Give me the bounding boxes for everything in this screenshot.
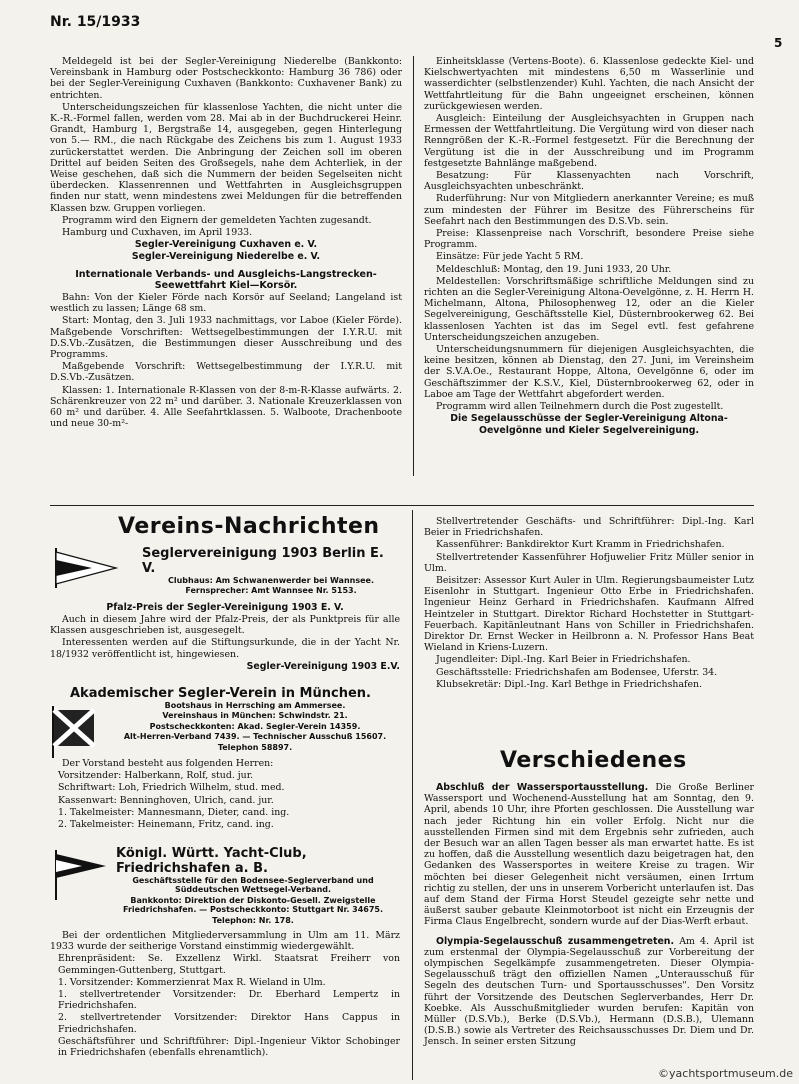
club3-pennant-icon <box>52 850 108 900</box>
watermark: ©yachtsportmuseum.de <box>658 1067 793 1080</box>
paragraph: Hamburg und Cuxhaven, im April 1933. <box>62 227 253 239</box>
club2-info-4: Alt-Herren-Verband 7439. — Technischer Ausschuß 15607. <box>123 732 387 742</box>
right-column-top <box>424 56 754 437</box>
paragraph: Klassen: 1. Internationale R-Klassen von der 8-m-R-Klasse aufwärts. 2. Schärenkreuzer von 22 m² und darüber. 3. Nationale Kreuzerklassen von 60 m² und darüber. 4. Alle Seefahrtklassen. 5. Walboote, Drachenboote und neue 30-m²- <box>50 384 402 430</box>
paragraph: Programm wird den Eignern der gemeldeten Yachten zugesandt. <box>62 214 372 226</box>
signature-line: Segler-Vereinigung Niederelbe e. V. <box>131 251 321 263</box>
paragraph: Einsätze: Für jede Yacht 5 RM. <box>436 251 584 263</box>
club2-intro: Der Vorstand besteht aus folgenden Herren: <box>62 758 274 770</box>
officer-entry: Beisitzer: Assessor Kurt Auler in Ulm. Regierungsbaumeister Lutz Eisenlohr in Stuttgart. Ingenieur Otto Erbe in Friedrichshafen. Ingenieur Heinz Gerhard in Friedrichshafen. Kaufmann Alfred Heintzeler in Stuttgart. Direktor Richard Hochstetter in Stuttgart-Feuerbach. Kapitänleutnant Hans von Schiller in Friedrichshafen. Direktor Dr. Ernst Wecker in Heilbronn a. N. Professor Hans Beat Wieland in Kriens-Luzern. <box>424 575 754 654</box>
club3-item: 2. stellvertretender Vorsitzender: Direktor Hans Cappus in Friedrichshafen. <box>58 1012 400 1035</box>
verschiedenes-section <box>424 782 754 1049</box>
paragraph: Meldeschluß: Montag, den 19. Juni 1933, 20 Uhr. <box>436 263 672 275</box>
article1-body: Die Große Berliner Wassersport und Wochenend-Ausstellung hat am Sonntag, den 9. April, abends 10 Uhr, ihre Pforten geschlossen. Die Ausstellung war nach jeder Richtung hin ein voller Erfolg. Nicht nur die ausstellenden Firmen sind mit dem Ergebnis sehr zufrieden, auch der Besuch war an allen Tagen besser als man erwartet hatte. Es ist zu hoffen, daß die Ausstellung wesentlich dazu beigetragen hat, den Gedanken des Wassersportes in weitere Kreise zu tragen. Wir möchten bei dieser Gelegenheit nicht versäumen, einen Irrtum richtig zu stellen, der uns in unserem Vorbericht unterlaufen ist. Das auf dem Stand der Firma Horst Steudel gezeigte sehr nette und äußerst sauber gebaute Kleinmotorboot ist nicht ein Erzeugnis der Firma Claus Engelbrecht, sondern wurde auf der Dias-Werft erbaut. <box>424 782 755 928</box>
club2-flag-icon <box>50 706 98 758</box>
paragraph: Besatzung: Für Klassenyachten nach Vorschrift, Ausgleichsyachten unbeschränkt. <box>424 170 754 193</box>
paragraph: Unterscheidungszeichen für klassenlose Yachten, die nicht unter die K.-R.-Formel fallen, werden vom 28. Mai ab in der Buchdruckerei Heinr. Grandt, Hamburg 1, Bergstraße 14, ausgegeben, gegen Hinterlegung von 5.— RM., die nach Rückgabe des Zeichens bis zum 1. August 1933 zurückerstattet werden. Die Anbringung der Zeichen soll im oberen Drittel auf beiden Seiten des Großsegels, nahe dem Achterliek, in der Weise geschehen, daß sich die Nummern der beiden Segelseiten nicht überdecken. Klassenrennen und Wettfahrten in Ausgleichsgruppen finden nur statt, wenn mindestens zwei Meldungen für die betreffenden Klassen bzw. Gruppen vorliegen. <box>50 101 402 214</box>
vereins-nachrichten-title: Vereins-Nachrichten <box>118 514 380 539</box>
club2-info-1: Bootshaus in Herrsching am Ammersee. <box>164 701 346 710</box>
club3-item: 1. stellvertretender Vorsitzender: Dr. Eberhard Lempertz in Friedrichshafen. <box>58 989 400 1012</box>
section-rule <box>50 505 754 506</box>
club3-item: 1. Vorsitzender: Kommerzienrat Max R. Wieland in Ulm. <box>58 976 326 988</box>
club3-item: Ehrenpräsident: Se. Exzellenz Wirkl. Staatsrat Freiherr von Gemmingen-Guttenberg, Stuttgart. <box>58 953 400 976</box>
club2-section <box>50 686 400 831</box>
article2-body: Am 4. April ist zum erstenmal der Olympia-Segelausschuß zur Vorbereitung der olympischen Segelkämpfe zusammengetreten. Dieser Olympia-Segelausschuß trägt den offiziellen Namen „Unterausschuß für Segeln des deutschen Turn- und Sportausschusses". Den Vorsitz führt der Vorsitzende des Deutschen Seglerverbandes, Herr Dr. Koebke. Als Ausschußmitglieder wurden berufen: Kapitän von Müller (D.S.Vb.), Berke (D.S.Vb.), Hermann (D.S.B.), Ulemann (D.S.B.) sowie als Vertreter des Reichsausschusses Dr. Diem und Dr. Jensch. In seiner ersten Sitzung <box>424 935 755 1048</box>
club1-phone: Fernsprecher: Amt Wannsee Nr. 5153. <box>185 586 357 596</box>
paragraph: Bahn: Von der Kieler Förde nach Korsör auf Seeland; Langeland ist westlich zu lassen; Länge 68 sm. <box>50 292 402 315</box>
right-column-middle <box>424 516 754 691</box>
signature-line: Die Segelausschüsse der Segler-Vereinigung Altona-Oevelgönne und Kieler Segelvereinigung. <box>450 413 728 436</box>
club1-burgee-icon <box>50 548 118 588</box>
club3-info-2: Bankkonto: Direktion der Diskonto-Gesell. Zweigstelle Friedrichshafen. — Postscheckkonto: Stuttgart Nr. 34675. <box>122 895 384 915</box>
officer-entry: Stellvertretender Geschäfts- und Schriftführer: Dipl.-Ing. Karl Beier in Friedrichshafen. <box>424 516 754 539</box>
club1-name: Seglervereinigung 1903 Berlin E. V. <box>142 546 384 576</box>
page-number: 5 <box>774 36 783 50</box>
club1-signature: Segler-Vereinigung 1903 E.V. <box>246 660 400 672</box>
officer-entry: Stellvertretender Kassenführer Hofjuwelier Fritz Müller senior in Ulm. <box>424 551 754 574</box>
club1-section <box>50 546 400 673</box>
paragraph: Start: Montag, den 3. Juli 1933 nachmittags, vor Laboe (Kieler Förde). Maßgebende Vorschriften: Wettsegelbestimmungen der I.Y.R.U. mit D.S.Vb.-Zusätzen, die Bestimmungen dieser Ausschreibung und des Programms. <box>50 315 402 361</box>
club1-clubhaus: Clubhaus: Am Schwanenwerder bei Wannsee. <box>168 576 374 585</box>
club2-info-3: Postscheckkonten: Akad. Segler-Verein 14359. <box>149 721 361 731</box>
paragraph: Programm wird allen Teilnehmern durch die Post zugestellt. <box>436 401 724 413</box>
club3-info-1: Geschäftsstelle für den Bodensee-Seglerverband und Süddeutschen Wettsegel-Verband. <box>132 876 374 895</box>
column-divider-bottom <box>412 510 413 1080</box>
club3-text: Bei der ordentlichen Mitgliederversammlung in Ulm am 11. März 1933 wurde der seitherige Vorstand einstimmig wiedergewählt. <box>50 930 400 953</box>
signature-line: Segler-Vereinigung Cuxhaven e. V. <box>134 239 318 251</box>
club2-member: Schriftwart: Loh, Friedrich Wilhelm, stud. med. <box>58 782 285 794</box>
paragraph: Ruderführung: Nur von Mitgliedern anerkannter Vereine; es muß zum mindesten der Führer im Besitze des Führerscheins für Seefahrt nach den Bestimmungen des D.S.Vb. sein. <box>424 193 754 227</box>
officer-entry: Klubsekretär: Dipl.-Ing. Karl Bethge in Friedrichshafen. <box>436 678 703 690</box>
club1-heading: Pfalz-Preis der Segler-Vereinigung 1903 E. V. <box>106 601 344 613</box>
left-column-top <box>50 56 402 431</box>
officer-entry: Geschäftsstelle: Friedrichshafen am Bodensee, Uferstr. 34. <box>436 666 718 678</box>
club3-item: Geschäftsführer und Schriftführer: Dipl.-Ingenieur Viktor Schobinger in Friedrichshafen (ebenfalls ehrenamtlich). <box>58 1035 400 1059</box>
club2-member: 2. Takelmeister: Heinemann, Fritz, cand. ing. <box>58 819 274 831</box>
article1-heading: Abschluß der Wassersportausstellung. <box>436 782 649 793</box>
paragraph: Maßgebende Vorschrift: Wettsegelbestimmung der I.Y.R.U. mit D.S.Vb.-Zusätzen. <box>50 361 402 384</box>
article2-heading: Olympia-Segelausschuß zusammengetreten. <box>436 935 675 947</box>
issue-number: Nr. 15/1933 <box>50 14 141 30</box>
club2-member: Vorsitzender: Halberkann, Rolf, stud. jur. <box>58 770 254 782</box>
paragraph: Ausgleich: Einteilung der Ausgleichsyachten in Gruppen nach Ermessen der Wettfahrtleitung. Die Vergütung wird von dieser nach Renngrößen der K.-R.-Formel festgesetzt. Für die Berechnung der Vergütung ist die in der Ausschreibung und im Programm festgesetzte Bahnlänge maßgebend. <box>424 113 754 169</box>
officer-entry: Kassenführer: Bankdirektor Kurt Kramm in Friedrichshafen. <box>436 539 725 551</box>
club3-info-3: Telephon: Nr. 178. <box>212 915 294 925</box>
paragraph: Meldegeld ist bei der Segler-Vereinigung Niederelbe (Bankkonto: Vereinsbank in Hamburg oder Postscheckkonto: Hamburg 36 786) oder bei der Segler-Vereinigung Cuxhaven (Bankkonto: Cuxhavener Bank) zu entrichten. <box>50 56 402 101</box>
club2-member: 1. Takelmeister: Mannesmann, Dieter, cand. ing. <box>58 806 290 818</box>
officer-entry: Jugendleiter: Dipl.-Ing. Karl Beier in Friedrichshafen. <box>436 654 691 666</box>
club2-member: Kassenwart: Benninghoven, Ulrich, cand. jur. <box>58 794 274 806</box>
club3-name: Königl. Württ. Yacht-Club, Friedrichshafen a. B. <box>116 846 307 876</box>
paragraph: Meldestellen: Vorschriftsmäßige schriftliche Meldungen sind zu richten an die Segler-Vereinigung Altona-Oevelgönne, z. H. Herrn H. Michelmann, Altona, Philosophenweg 12, oder an die Kieler Segelvereinigung, Geschäftsstelle Kiel, Düsternbrookerweg 62. Bei klassenlosen Yachten ist das im Segel evtl. fest gefahrene Unterscheidungszeichen anzugeben. <box>424 275 754 343</box>
paragraph: Einheitsklasse (Vertens-Boote). 6. Klassenlose gedeckte Kiel- und Kielschwertyachten mit mindestens 6,50 m Wasserlinie und wasserdichter (selbstlenzender) Kuhl. Yachten, die nach Ansicht der Wettfahrtleitung für die Bahn ungeeignet erscheinen, können zurückgewiesen werden. <box>424 56 754 112</box>
paragraph: Unterscheidungsnummern für diejenigen Ausgleichsyachten, die keine besitzen, können ab Dienstag, den 27. Juni, im Vereinsheim der S.V.A.Oe., Restaurant Hoppe, Altona, Oevelgönne 6, oder im Geschäftszimmer der K.S.V., Kiel, Düsternbrookerweg 62, oder in Laboe am Tage der Wettfahrt abgefordert werden. <box>424 344 754 400</box>
column-divider-top <box>413 56 414 476</box>
club2-name: Akademischer Segler-Verein in München. <box>70 686 371 701</box>
verschiedenes-title: Verschiedenes <box>500 748 687 773</box>
club2-info-2: Vereinshaus in München: Schwindstr. 21. <box>162 711 348 721</box>
section-heading: Internationale Verbands- und Ausgleichs-Langstrecken-Seewettfahrt Kiel—Korsör. <box>75 268 377 291</box>
club2-info-5: Telephon 58897. <box>217 742 293 752</box>
club3-section <box>50 846 400 1059</box>
paragraph: Preise: Klassenpreise nach Vorschrift, besondere Preise siehe Programm. <box>424 228 754 251</box>
club1-text-2: Interessenten werden auf die Stiftungsurkunde, die in der Yacht Nr. 18/1932 veröffentlicht ist, hingewiesen. <box>50 637 400 660</box>
club1-text-1: Auch in diesem Jahre wird der Pfalz-Preis, der als Punktpreis für alle Klassen ausgeschrieben ist, ausgesegelt. <box>50 614 400 637</box>
